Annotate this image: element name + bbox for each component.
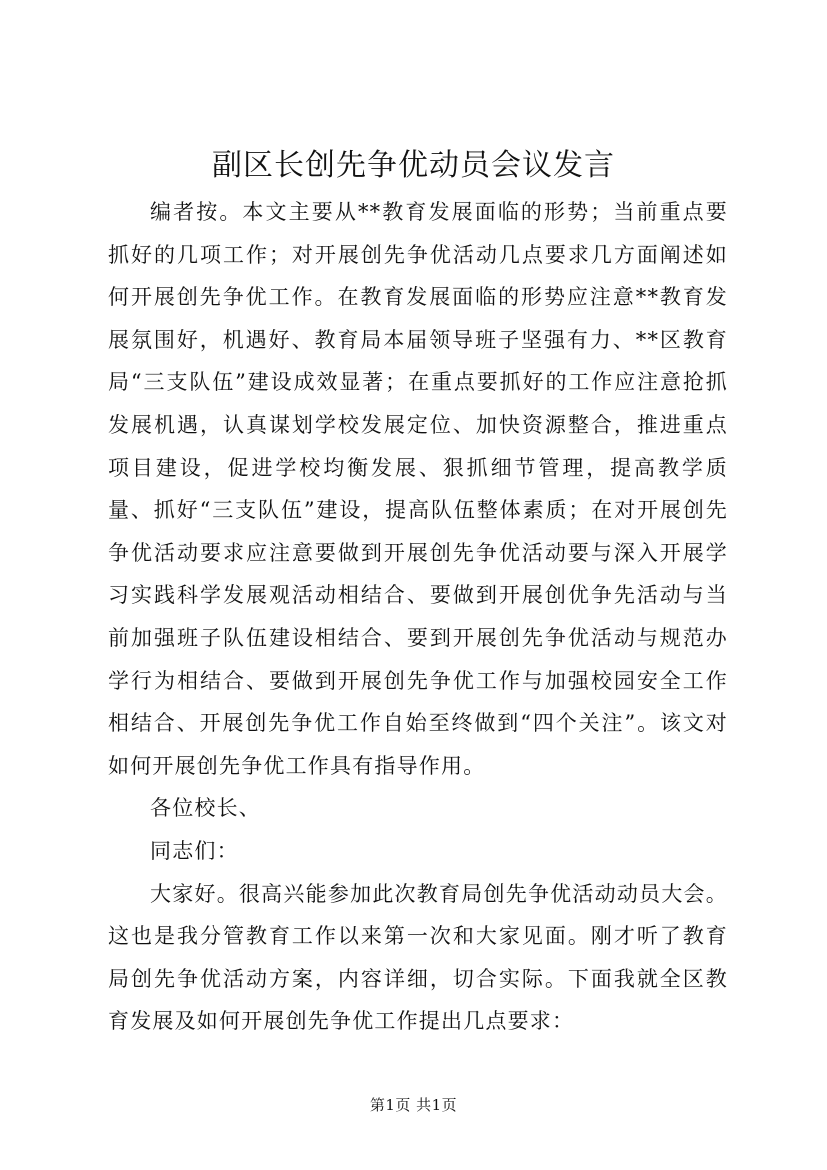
salutation-comrades: 同志们：	[150, 838, 239, 863]
salutation-principals: 各位校长、	[150, 796, 261, 821]
editor-note-paragraph: 编者按。本文主要从**教育发展面临的形势；当前重点要抓好的几项工作；对开展创先争优活动几点要求几方面阐述如何开展创先争优工作。在教育发展面临的形势应注意**教育发展氛围好，机遇好、教育局本届领导班子坚强有力、**区教育局“三支队伍”建设成效显著；在重点要抓好的工作应注意抢抓发展机遇，认真谋划学校发展定位、加快资源整合，推进重点项目建设，促进学校均衡发展、狠抓细节管理，提高教学质量、抓好“三支队伍”建设，提高队伍整体素质；在对开展创先争优活动要求应注意要做到开展创先争优活动要与深入开展学习实践科学发展观活动相结合、要做到开展创优争先活动与当前加强班子队伍建设相结合、要到开展创先争优活动与规范办学行为相结合、要做到开展创先争优工作与加强校园安全工作相结合、开展创先争优工作自始至终做到“四个关注”。该文对如何开展创先争优工作具有指导作用。	[108, 200, 728, 778]
document-body	[108, 191, 728, 1043]
opening-paragraph: 大家好。很高兴能参加此次教育局创先争优活动动员大会。这也是我分管教育工作以来第一次和大家见面。刚才听了教育局创先争优活动方案，内容详细，切合实际。下面我就全区教育发展及如何开展创先争优工作提出几点要求：	[108, 881, 728, 1034]
document-title: 副区长创先争优动员会议发言	[212, 148, 615, 183]
page-number-footer: 第1页 共1页	[369, 1096, 458, 1114]
